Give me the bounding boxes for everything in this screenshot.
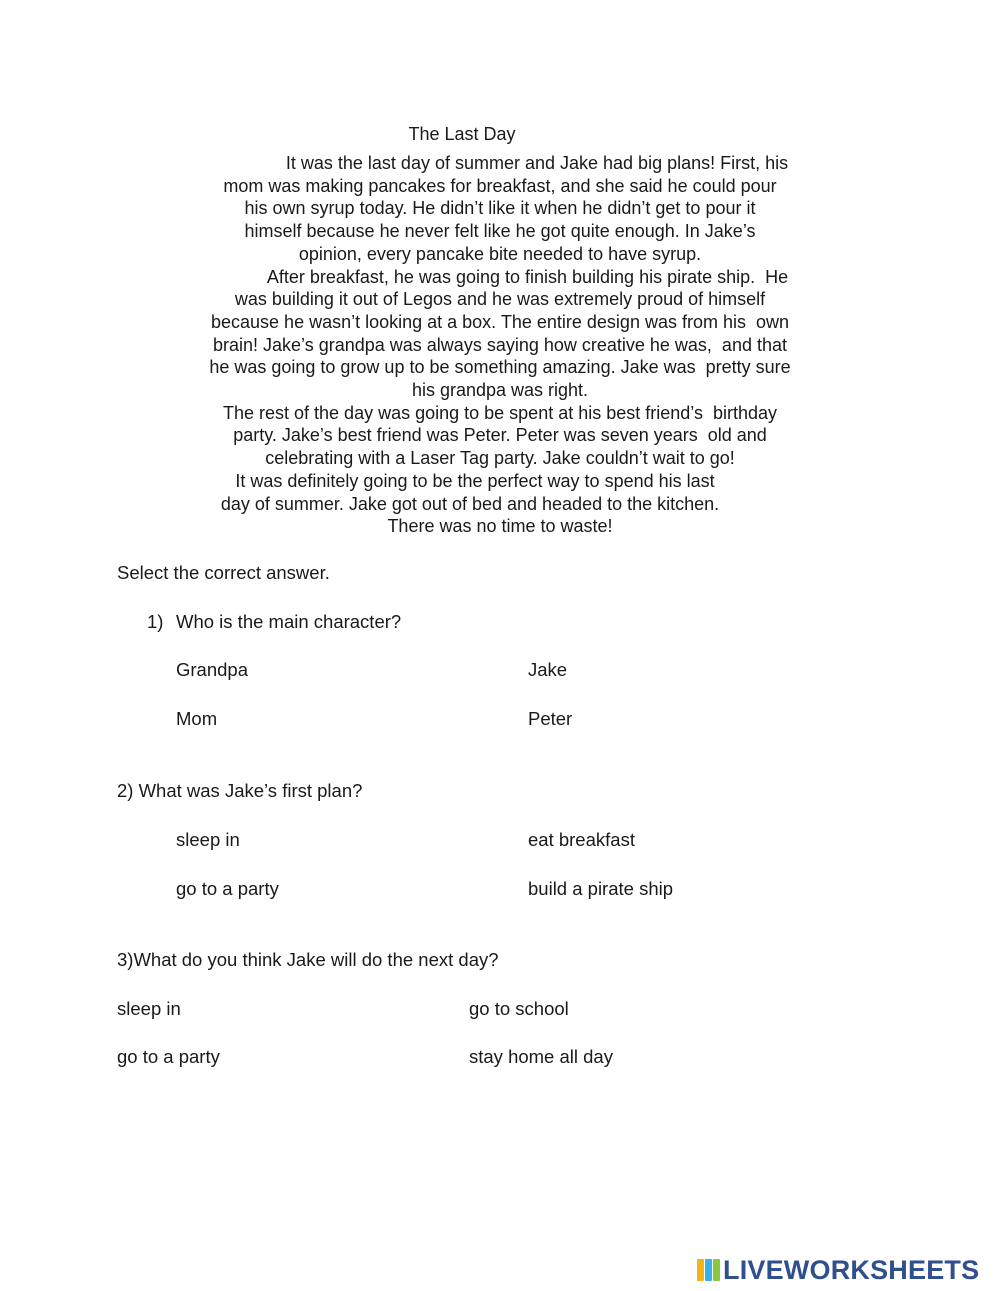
worksheet-title: The Last Day xyxy=(408,124,516,144)
instruction-text: Select the correct answer. xyxy=(117,562,330,583)
q2-option-eat-breakfast[interactable]: eat breakfast xyxy=(528,829,635,850)
logo-block xyxy=(713,1259,720,1281)
q2-option-build-ship[interactable]: build a pirate ship xyxy=(528,878,674,899)
q2-option-sleep-in[interactable]: sleep in xyxy=(176,829,240,850)
story-line: opinion, every pancake bite needed to have syrup. xyxy=(298,243,702,264)
story-line: mom was making pancakes for breakfast, and she said he could pour xyxy=(223,175,777,196)
logo-text: LIVEWORKSHEETS xyxy=(723,1254,980,1285)
story-line: It was definitely going to be the perfect way to spend his last xyxy=(225,470,715,491)
story-line: himself because he never felt like he got quite enough. In Jake’s xyxy=(244,221,756,242)
story-line: was building it out of Legos and he was extremely proud of himself xyxy=(234,289,766,310)
story-line: celebrating with a Laser Tag party. Jake couldn’t wait to go! xyxy=(265,448,735,469)
q1-number: 1) xyxy=(147,611,164,632)
story-line: he was going to grow up to be something amazing. Jake was pretty sure xyxy=(209,357,791,378)
liveworksheets-logo xyxy=(697,1256,979,1284)
q2-option-go-to-party[interactable]: go to a party xyxy=(176,878,279,899)
story-line: After breakfast, he was going to finish building his pirate ship. He xyxy=(237,266,789,287)
q1-option-mom[interactable]: Mom xyxy=(176,708,218,729)
logo-block xyxy=(705,1259,712,1281)
q3-prompt: 3)What do you think Jake will do the next day? xyxy=(117,949,499,970)
story-line: day of summer. Jake got out of bed and headed to the kitchen. xyxy=(220,493,720,514)
story-line: It was the last day of summer and Jake had big plans! First, his xyxy=(255,153,789,173)
q1-prompt: Who is the main character? xyxy=(176,611,402,632)
q2-prompt: 2) What was Jake’s first plan? xyxy=(117,780,363,801)
story-line: his grandpa was right. xyxy=(411,380,589,401)
q1-option-grandpa[interactable]: Grandpa xyxy=(176,659,248,680)
q3-option-sleep-in[interactable]: sleep in xyxy=(117,998,181,1019)
logo-block xyxy=(697,1259,704,1281)
story-line: The rest of the day was going to be spent at his best friend’s birthday xyxy=(223,402,777,423)
q1-option-jake[interactable]: Jake xyxy=(528,659,568,680)
q1-option-peter[interactable]: Peter xyxy=(528,708,573,729)
story-text xyxy=(150,152,850,538)
q3-option-stay-home[interactable]: stay home all day xyxy=(469,1046,613,1067)
story-line: his own syrup today. He didn’t like it when he didn’t get to pour it xyxy=(244,198,756,219)
story-line: party. Jake’s best friend was Peter. Peter was seven years old and xyxy=(233,425,767,446)
q3-option-go-to-party[interactable]: go to a party xyxy=(117,1046,220,1067)
story-line: because he wasn’t looking at a box. The entire design was from his own xyxy=(211,311,789,332)
q3-option-go-to-school[interactable]: go to school xyxy=(469,998,569,1019)
story-line: brain! Jake’s grandpa was always saying how creative he was, and that xyxy=(213,334,787,355)
story-line: There was no time to waste! xyxy=(387,516,613,537)
logo-blocks-icon xyxy=(697,1259,720,1281)
